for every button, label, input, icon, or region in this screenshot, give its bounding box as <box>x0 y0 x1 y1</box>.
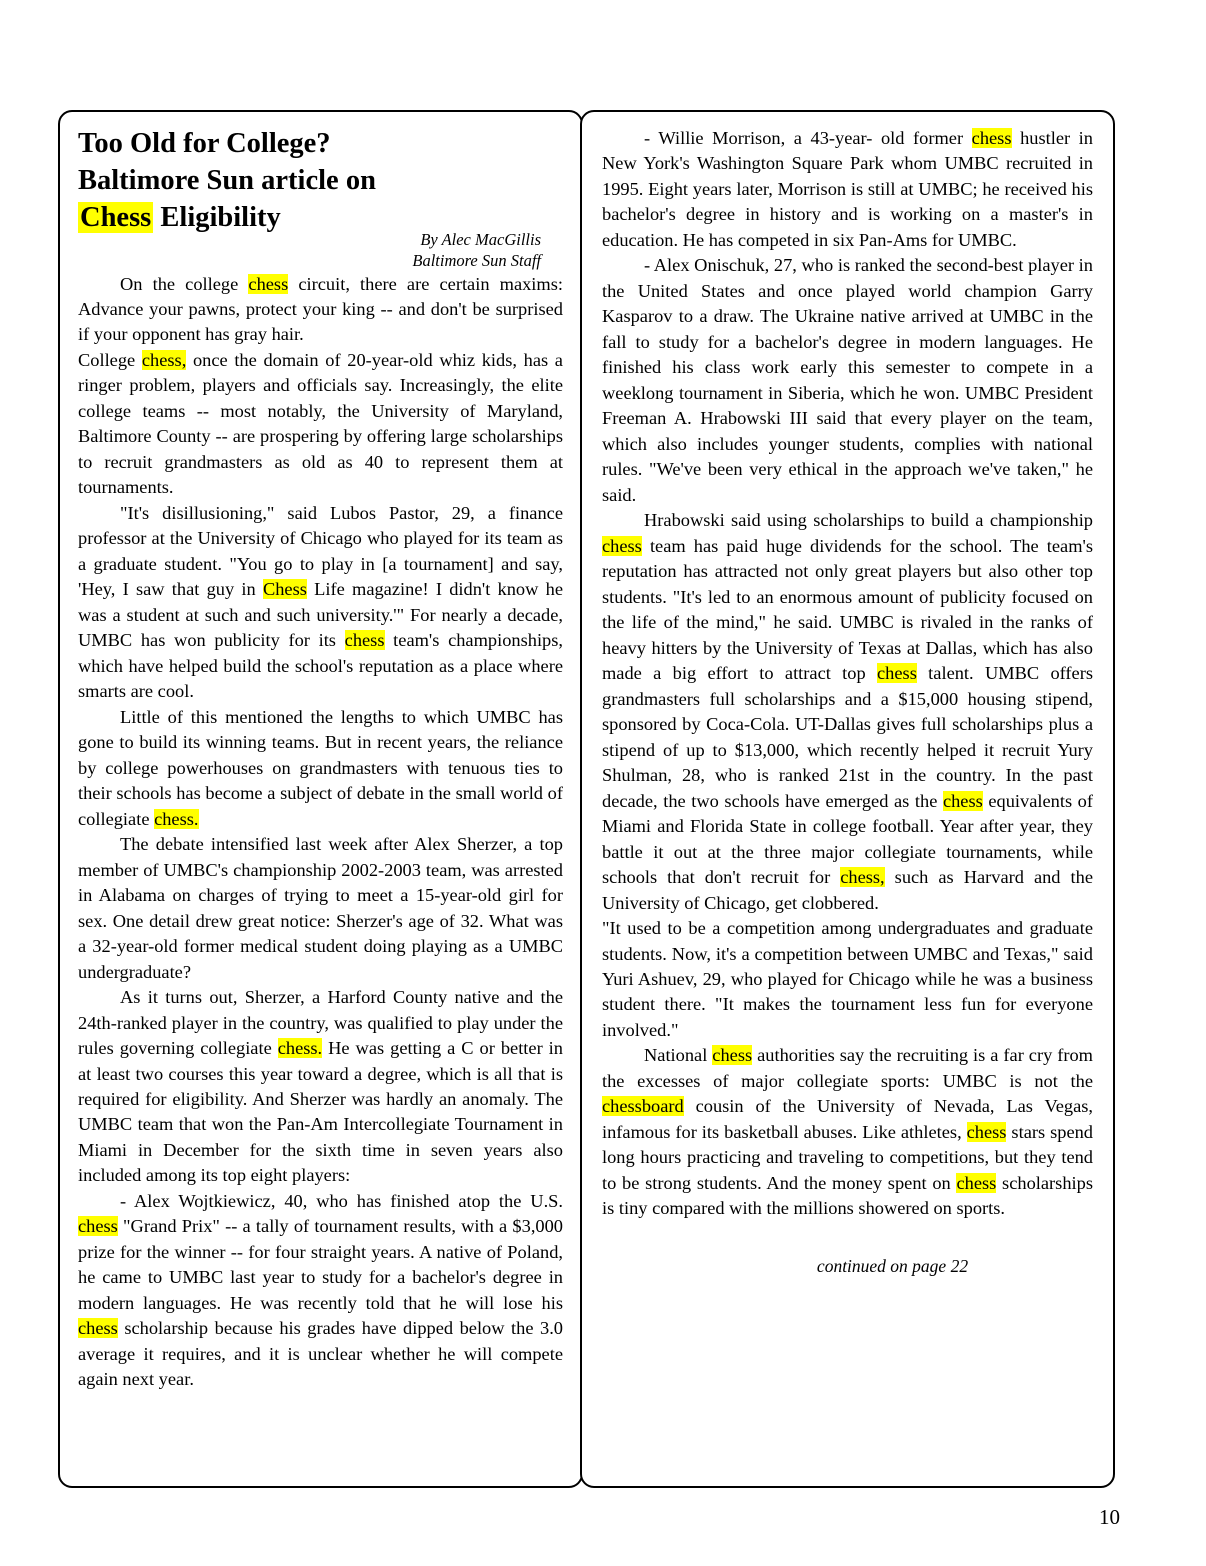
article-paragraph <box>78 985 563 1189</box>
article-paragraph <box>78 348 563 501</box>
highlighted-term: chess <box>877 663 917 684</box>
highlighted-term: chess <box>248 273 289 294</box>
text-run: talent. UMBC offers grandmasters full scholarships and a $15,000 housing stipend, sponsored by Coca-Cola. UT-Dallas gives full scholarships plus a stipend of up to $13,000, which recently helped it recruit Yury Shulman, 28, who is ranked 21st in the country. In the past decade, the two schools have emerged as the <box>602 663 1093 811</box>
text-run: scholarships is tiny compared with the millions showered on sports. <box>602 1172 1093 1219</box>
text-run: team has paid huge dividends for the school. The team's reputation has attracted not only great players but also other top students. "It's led to an enormous amount of publicity focused on the life of the mind," he said. UMBC is rivaled in the ranks of heavy hitters by the University of Texas at Dallas, which has also made a big effort to attract top <box>602 535 1093 684</box>
text-run: such as Harvard and the University of Chicago, get clobbered. <box>602 867 1093 913</box>
text-run: "Grand Prix" -- a tally of tournament results, with a $3,000 prize for the winner -- for four straight years. A native of Poland, he came to UMBC last year to study for a bachelor's degree in modern languages. He was recently told that he will lose his <box>78 1216 563 1313</box>
text-run: - Alex Onischuk, 27, who is ranked the second-best player in the United States and once played world champion Garry Kasparov to a draw. The Ukraine native arrived at UMBC in the fall to study for a bachelor's degree in modern languages. He finished his class work early this semester to compete in a weeklong tournament in Siberia, which he won. UMBC President Freeman A. Hrabowski III said that every player on the team, which also includes younger students, complies with national rules. "We've been very ethical in the approach we've taken," he said. <box>602 255 1093 505</box>
article-paragraph <box>78 1189 563 1393</box>
article-paragraph <box>602 1043 1093 1221</box>
article-paragraph <box>602 126 1093 253</box>
highlighted-term: chess <box>344 630 385 651</box>
text-run: On the college <box>120 273 249 294</box>
right-column <box>580 110 1115 1488</box>
highlighted-term: chess, <box>141 349 187 370</box>
page-title <box>78 126 563 236</box>
text-run: "It used to be a competition among undergraduates and graduate students. Now, it's a competition between UMBC and Texas," said Yuri Ashuev, 29, who played for Chicago while he was a business student there. "It makes the tournament less fun for everyone involved." <box>602 918 1093 1040</box>
text-run: The debate intensified last week after Alex Sherzer, a top member of UMBC's championship 2002-2003 team, was arrested in Alabama on charges of trying to meet a 15-year-old girl for sex. One detail drew great notice: Sherzer's age of 32. What was a 32-year-old former medical student doing playing as a UMBC undergraduate? <box>78 834 563 982</box>
text-run: He was getting a C or better in at least two courses this year toward a degree, which is all that is required for eligibility. And Sherzer was hardly an anomaly. The UMBC team that won the Pan-Am Intercollegiate Tournament in Miami in December for the sixth time in seven years also included among its top eight players: <box>78 1038 563 1186</box>
highlighted-term: chess <box>956 1172 997 1193</box>
article-paragraph <box>78 705 563 832</box>
text-run: equivalents of Miami and Florida State in college football. Year after year, they battle it out at the three major collegiate tournaments, while schools that don't recruit for <box>602 790 1094 888</box>
highlighted-term: chess <box>602 535 642 556</box>
text-run: cousin of the University of Nevada, Las Vegas, infamous for its basketball abuses. Like athletes, <box>602 1096 1093 1142</box>
highlighted-term: chess <box>712 1045 753 1066</box>
text-run: Hrabowski said using scholarships to build a championship <box>644 510 1093 531</box>
highlighted-term: chess <box>78 1216 118 1237</box>
headline-line-3-rest: Eligibility <box>153 201 281 233</box>
highlighted-term: chess. <box>154 808 199 829</box>
highlighted-term: chess <box>971 128 1012 148</box>
text-run: - Alex Wojtkiewicz, 40, who has finished atop the U.S. <box>120 1190 563 1211</box>
article-paragraph <box>78 832 563 985</box>
continued-note: continued on page 22 <box>816 1255 969 1276</box>
text-run: scholarship because his grades have dipped below the 3.0 average it requires, and it is unclear whether he will compete again next year. <box>78 1318 563 1390</box>
headline-line-2: Baltimore Sun article on <box>78 164 376 196</box>
article-paragraph <box>602 508 1093 916</box>
text-run: Life magazine! I didn't know he was a student at such and such university.'" For nearly a decade, UMBC has won publicity for its <box>78 579 564 651</box>
page-number: 10 <box>1099 1505 1120 1529</box>
left-column <box>58 110 583 1488</box>
text-run: Little of this mentioned the lengths to which UMBC has gone to build its winning teams. But in recent years, the reliance by college powerhouses on grandmasters with tenuous ties to their schools has become a subject of debate in the small world of collegiate <box>78 706 563 829</box>
headline-highlight-chess: Chess <box>80 201 152 233</box>
article-paragraph <box>602 916 1093 1043</box>
article-paragraph <box>78 272 563 348</box>
highlighted-term: Chess <box>262 579 307 600</box>
left-column-body <box>78 272 563 1393</box>
text-run: authorities say the recruiting is a far cry from the excesses of major collegiate sports: UMBC is not the <box>602 1045 1093 1091</box>
text-run: National <box>644 1045 713 1066</box>
text-run: College <box>78 349 142 370</box>
text-run: hustler in New York's Washington Square Park whom UMBC recruited in 1995. Eight years later, Morrison is still at UMBC; he received his bachelor's degree in history and is working on a master's in education. He has competed in six Pan-Ams for UMBC. <box>602 128 1093 250</box>
text-run: stars spend long hours practicing and traveling to competitions, but they tend to be strong students. And the money spent on <box>602 1121 1093 1193</box>
text-run: "It's disillusioning," said Lubos Pastor, 29, a finance professor at the University of Chicago who played for its team as a graduate student. "You go to play in [a tournament] and say, 'Hey, I saw that guy in <box>78 502 563 600</box>
headline-line-1: Too Old for College? <box>78 128 331 159</box>
highlighted-term: chess <box>942 790 983 811</box>
highlighted-term: chess. <box>277 1038 323 1059</box>
byline-author: By Alec MacGillis <box>420 230 541 250</box>
text-run: team's championships, which have helped build the school's reputation as a place where smarts are cool. <box>78 630 564 702</box>
highlighted-term: chess <box>78 1318 118 1339</box>
byline-affiliation: Baltimore Sun Staff <box>412 250 541 270</box>
highlighted-term: chessboard <box>602 1096 684 1117</box>
right-column-body <box>602 126 1093 1222</box>
text-run: circuit, there are certain maxims: Advance your pawns, protect your king -- and don't be surprised if your opponent has gray hair. <box>78 273 563 345</box>
text-run: As it turns out, Sherzer, a Harford County native and the 24th-ranked player in the country, was qualified to play under the rules governing collegiate <box>78 987 563 1059</box>
highlighted-term: chess <box>966 1121 1007 1142</box>
text-run: once the domain of 20-year-old whiz kids, has a ringer problem, players and officials say. Increasingly, the elite college teams -- most notably, the University of Maryland, Baltimore County -- are prospering by offering large scholarships to recruit grandmasters as old as 40 to represent them at tournaments. <box>78 349 563 498</box>
highlighted-term: chess, <box>840 867 885 888</box>
article-paragraph <box>602 253 1093 508</box>
text-run: - Willie Morrison, a 43-year- old former <box>644 128 972 148</box>
byline <box>78 230 541 271</box>
article-paragraph <box>78 501 563 705</box>
